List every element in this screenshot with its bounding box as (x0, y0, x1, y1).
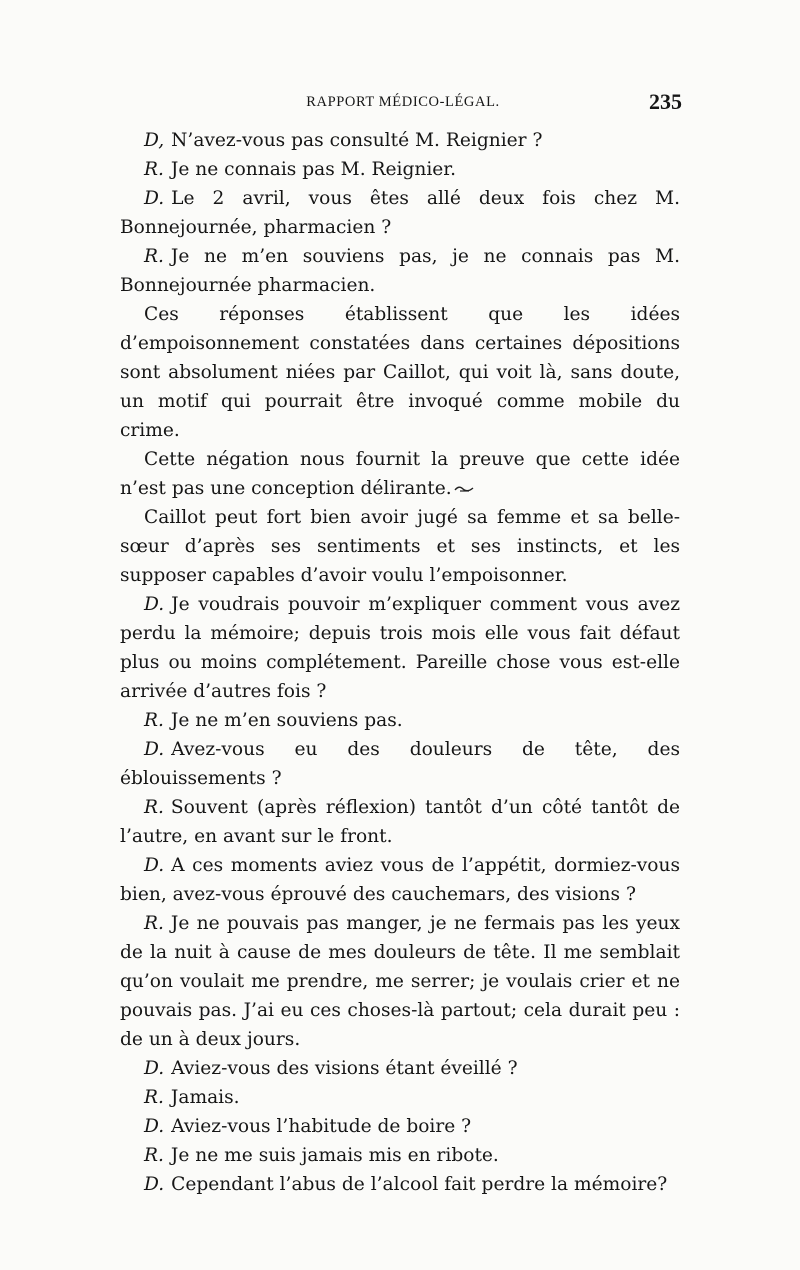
paragraph (120, 1141, 680, 1170)
paragraph-text: Cependant l’abus de l’alcool fait perdre la mémoire? (171, 1174, 668, 1195)
speaker-label: D. (144, 1116, 165, 1137)
speaker-label: R. (144, 710, 164, 731)
paragraph-text: Je ne connais pas M. Reignier. (170, 159, 457, 180)
paragraph (120, 184, 680, 242)
speaker-label: D. (144, 739, 165, 760)
speaker-label: D. (144, 1174, 165, 1195)
paragraph (120, 155, 680, 184)
paragraph (120, 706, 680, 735)
paragraph (120, 851, 680, 909)
paragraph-text: Aviez-vous des visions étant éveillé ? (171, 1058, 518, 1079)
ornament-icon (454, 483, 474, 493)
paragraph-text: Souvent (après réflexion) tantôt d’un côté tantôt de l’autre, en avant sur le front. (120, 797, 680, 847)
paragraph (120, 300, 680, 445)
paragraph (120, 909, 680, 1054)
paragraph-text: Je ne me suis jamais mis en ribote. (170, 1145, 499, 1166)
speaker-label: R. (144, 159, 164, 180)
body-text (120, 126, 680, 1199)
paragraph-text: Jamais. (170, 1087, 240, 1108)
paragraph (120, 735, 680, 793)
paragraph (120, 503, 680, 590)
speaker-label: D, (144, 130, 165, 151)
paragraph-text: Ces réponses établissent que les idées d’empoisonnement constatées dans certaines dépositions sont absolument niées par Caillot, qui voit là, sans doute, un motif qui pourrait être invoqué comme mobile du crime. (120, 304, 680, 441)
paragraph (120, 1083, 680, 1112)
paragraph-text: Caillot peut fort bien avoir jugé sa femme et sa belle-sœur d’après ses sentiments et ses instincts, et les supposer capables d’avoir voulu l’empoisonner. (120, 507, 680, 586)
paragraph-text: Cette négation nous fournit la preuve que cette idée n’est pas une conception délirante. (120, 449, 680, 499)
paragraph (120, 445, 680, 503)
paragraph-text: Avez-vous eu des douleurs de tête, des éblouissements ? (120, 739, 680, 789)
speaker-label: R. (144, 913, 164, 934)
paragraph-text: Je ne m’en souviens pas, je ne connais pas M. Bonnejournée pharmacien. (120, 246, 680, 296)
speaker-label: R. (144, 1087, 164, 1108)
paragraph (120, 126, 680, 155)
paragraph (120, 793, 680, 851)
page-number: 235 (649, 89, 682, 114)
speaker-label: R. (144, 246, 164, 267)
speaker-label: D. (144, 855, 165, 876)
paragraph-text: Je ne m’en souviens pas. (170, 710, 403, 731)
paragraph-text: Le 2 avril, vous êtes allé deux fois chez M. Bonnejournée, pharmacien ? (120, 188, 680, 238)
paragraph-text: N’avez-vous pas consulté M. Reignier ? (171, 130, 543, 151)
paragraph-text: Je ne pouvais pas manger, je ne fermais pas les yeux de la nuit à cause de mes douleurs de tête. Il me semblait qu’on voulait me prendre, me serrer; je voulais crier et ne pouvais pas. J’ai eu ces choses-là partout; cela durait peu : de un à deux jours. (120, 913, 680, 1050)
paragraph (120, 1054, 680, 1083)
paragraph (120, 590, 680, 706)
running-title: RAPPORT MÉDICO-LÉGAL. (306, 94, 500, 110)
speaker-label: R. (144, 1145, 164, 1166)
paragraph-text: Aviez-vous l’habitude de boire ? (171, 1116, 472, 1137)
paragraph (120, 1170, 680, 1199)
speaker-label: R. (144, 797, 164, 818)
speaker-label: D. (144, 188, 165, 209)
paragraph (120, 242, 680, 300)
paragraph-text: Je voudrais pouvoir m’expliquer comment vous avez perdu la mémoire; depuis trois mois elle vous fait défaut plus ou moins complétement. Pareille chose vous est-elle arrivée d’autres fois ? (120, 594, 680, 702)
paragraph (120, 1112, 680, 1141)
paragraph-text: A ces moments aviez vous de l’appétit, dormiez-vous bien, avez-vous éprouvé des cauchemars, des visions ? (120, 855, 680, 905)
speaker-label: D. (144, 1058, 165, 1079)
page-header (120, 89, 686, 120)
speaker-label: D. (144, 594, 165, 615)
